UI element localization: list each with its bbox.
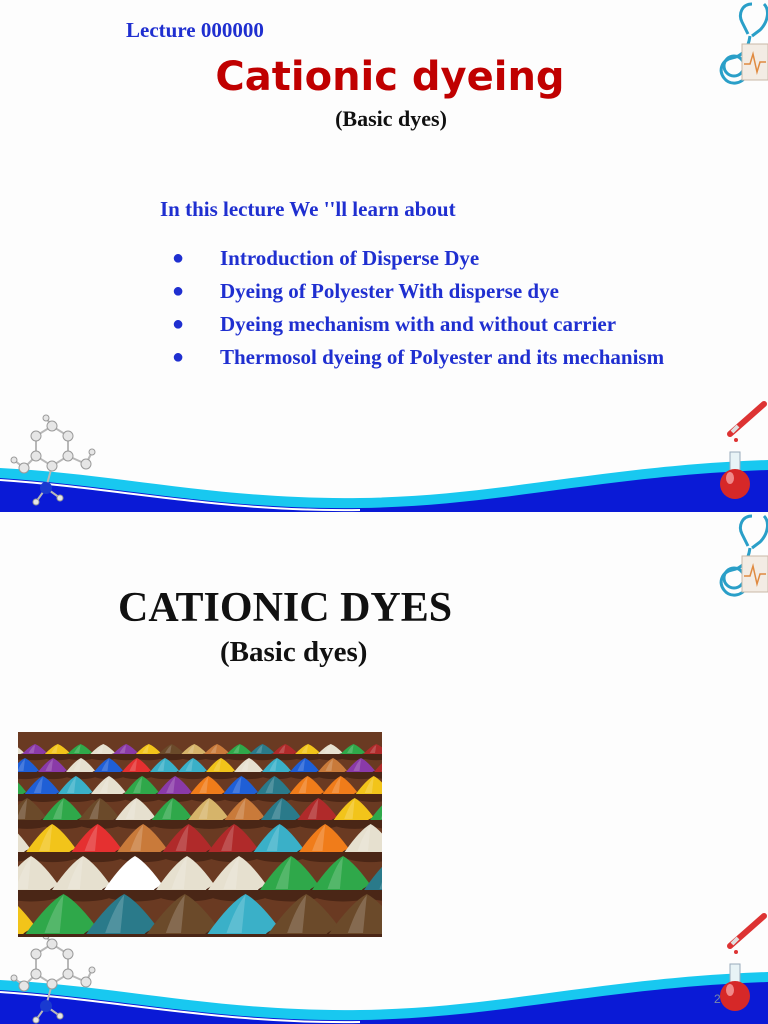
slide-title: Cationic dyeing <box>215 54 565 100</box>
stethoscope-icon <box>712 0 768 88</box>
page-number: 2 <box>714 992 721 1006</box>
slide-subtitle: (Basic dyes) <box>335 106 447 131</box>
lecture-label: Lecture 000000 <box>126 18 264 42</box>
molecule-icon <box>6 932 98 1024</box>
flask-icon <box>714 912 768 1016</box>
bullet-icon: ● <box>172 346 185 368</box>
flask-icon <box>714 400 768 504</box>
intro-text: In this lecture We ''ll learn about <box>160 197 456 221</box>
list-item <box>172 310 672 338</box>
list-item <box>172 277 672 305</box>
topic-label: Dyeing mechanism with and without carrier <box>220 312 617 336</box>
molecule-icon <box>6 414 98 510</box>
stethoscope-icon <box>712 512 768 600</box>
bullet-icon: ● <box>172 280 185 302</box>
topic-list <box>172 244 672 376</box>
list-item <box>172 244 672 272</box>
bullet-icon: ● <box>172 313 185 335</box>
bullet-icon: ● <box>172 247 185 269</box>
list-item <box>172 343 672 371</box>
wave-decoration <box>0 440 768 512</box>
topic-label: Introduction of Disperse Dye <box>220 246 480 270</box>
slide-subtitle: (Basic dyes) <box>220 636 368 668</box>
wave-decoration <box>0 952 768 1024</box>
topic-label: Dyeing of Polyester With disperse dye <box>220 279 559 303</box>
slide-title: CATIONIC DYES <box>118 585 453 631</box>
pigment-powders-photo <box>18 732 382 937</box>
topic-label: Thermosol dyeing of Polyester and its mechanism <box>220 345 665 369</box>
